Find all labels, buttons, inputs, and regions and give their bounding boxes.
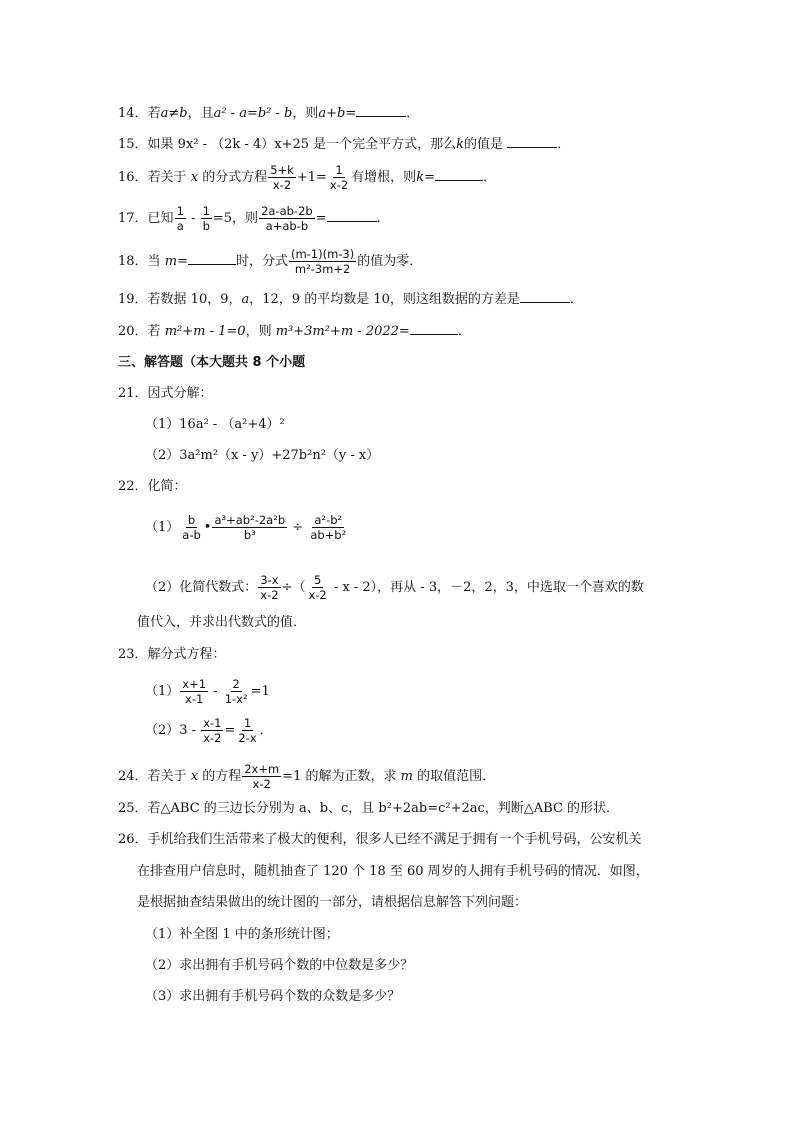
denominator: a-b	[182, 528, 201, 542]
part-label: （1）	[145, 520, 180, 535]
question-19	[118, 290, 583, 309]
numerator: 5	[313, 573, 322, 587]
denominator: m²-3m+2	[294, 262, 351, 276]
text: 若	[147, 324, 161, 339]
fraction	[201, 716, 223, 745]
denominator: x-2	[308, 588, 327, 602]
part-label: （2）3 -	[145, 723, 201, 738]
numerator: 2x+m	[244, 762, 280, 776]
numerator: 1	[202, 204, 210, 218]
text: =	[398, 324, 410, 339]
numerator: (m-1)(m-3)	[290, 247, 355, 261]
numerator: 2	[232, 677, 240, 691]
q21-part-2: （2）3a²m²（x - y）+27b²n²（y - x）	[145, 448, 380, 463]
question-15	[118, 135, 570, 154]
numerator: b	[187, 513, 196, 527]
text: ．	[259, 723, 273, 738]
var: k	[416, 170, 425, 185]
question-20	[118, 322, 471, 341]
question-number: 25．	[118, 801, 148, 816]
q22-part-2-continued: 值代入，并求出代数式的值．	[137, 615, 307, 630]
text: ，12，9 的平均数是 10，则这组数据的方差是	[249, 292, 520, 307]
text: ．	[569, 292, 583, 307]
text: =	[315, 211, 327, 226]
expression: m²+m - 1=0	[164, 324, 246, 339]
numerator: 1	[176, 204, 184, 218]
question-22	[118, 478, 187, 496]
fraction	[212, 513, 287, 542]
fraction	[236, 716, 258, 745]
text: - x - 2），再从 - 3，－2，2，3，中选取一个喜欢的数	[329, 580, 644, 595]
question-number: 22．	[118, 479, 148, 494]
question-number: 24．	[118, 769, 148, 784]
text: •	[203, 520, 212, 535]
var: m	[164, 254, 178, 269]
var: b	[179, 106, 188, 121]
denominator: x-1	[185, 692, 204, 706]
text: =	[224, 723, 236, 738]
fraction	[328, 163, 350, 192]
question-14	[118, 104, 419, 123]
var: x	[190, 769, 199, 784]
question-number: 18．	[118, 254, 148, 269]
denominator: x-2	[252, 777, 271, 791]
numerator: 5+k	[270, 163, 294, 177]
denominator: x-2	[203, 731, 222, 745]
question-number: 21．	[118, 386, 148, 401]
answer-blank[interactable]	[188, 252, 236, 265]
question-title: 解分式方程：	[147, 647, 226, 662]
text: 若△ABC 的三边长分别为 a、b、c，且 b²+2ab=c²+2ac，判断△ABC 的形状．	[147, 801, 620, 816]
question-number: 17．	[118, 211, 148, 226]
denominator: a	[176, 219, 184, 233]
text: 有增根，则	[351, 170, 417, 185]
denominator: b³	[243, 528, 256, 542]
answer-blank[interactable]	[410, 322, 458, 335]
fraction	[180, 513, 203, 542]
var: a	[241, 292, 250, 307]
denominator: x-2	[272, 178, 292, 192]
question-17	[118, 204, 390, 233]
text: ，则	[245, 324, 272, 339]
question-number: 15．	[118, 137, 148, 152]
text: 的取值范围．	[417, 769, 496, 784]
text: ÷（	[281, 580, 306, 595]
denominator: b	[202, 219, 210, 233]
text: ．	[376, 211, 390, 226]
question-number: 19．	[118, 292, 148, 307]
numerator: x+1	[182, 677, 207, 691]
text: 已知	[147, 211, 174, 226]
text: ，且	[187, 106, 214, 121]
answer-blank[interactable]	[520, 290, 570, 303]
text: =	[424, 170, 435, 185]
text: 若关于	[147, 769, 187, 784]
q22-part-2	[145, 573, 644, 602]
fraction	[306, 573, 328, 602]
question-number: 20．	[118, 324, 148, 339]
text: +1=	[296, 170, 327, 185]
text: =1	[250, 684, 270, 699]
text: 手机给我们生活带来了极大的便利，很多人已经不满足于拥有一个手机号码，公安机关	[147, 832, 642, 847]
var: m	[400, 769, 413, 784]
question-number: 26．	[118, 832, 148, 847]
question-18	[118, 247, 422, 276]
fraction	[180, 677, 208, 706]
denominator: x-2	[260, 588, 279, 602]
answer-blank[interactable]	[435, 168, 483, 181]
text: =1 的解为正数，求	[282, 769, 397, 784]
question-title: 化简：	[147, 479, 187, 494]
answer-blank[interactable]	[327, 209, 377, 222]
question-title: 因式分解：	[147, 386, 213, 401]
question-25	[118, 800, 619, 818]
denominator: a+ab-b	[265, 219, 309, 233]
part-label: （2）化简代数式：	[145, 580, 258, 595]
fraction	[242, 762, 281, 791]
q26-sub-2: （2）求出拥有手机号码个数的中位数是多少？	[145, 958, 414, 973]
numerator: a²-b²	[314, 513, 343, 527]
q26-sub-3: （3）求出拥有手机号码个数的众数是多少？	[145, 989, 401, 1004]
question-23	[118, 646, 226, 664]
numerator: a³+ab²-2a²b	[214, 513, 286, 527]
numerator: 3-x	[260, 573, 279, 587]
text: 若关于	[147, 170, 187, 185]
question-24	[118, 762, 495, 791]
text: ．	[557, 137, 571, 152]
var: k	[456, 137, 465, 152]
text: 当	[147, 254, 161, 269]
text: 的方程	[202, 769, 242, 784]
numerator: 1	[335, 163, 343, 177]
text: =	[177, 254, 188, 269]
fraction	[268, 163, 296, 192]
text: -	[209, 684, 222, 699]
q22-part-1	[145, 513, 349, 542]
text: ÷	[292, 520, 304, 535]
text: ．	[406, 106, 420, 121]
fraction	[175, 204, 186, 233]
text: 若	[147, 106, 161, 121]
numerator: 2a-ab-2b	[261, 204, 313, 218]
section-heading: 三、解答题（本大题共 8 个小题	[118, 355, 306, 370]
expression: m³+3m²+m - 2022	[275, 324, 399, 339]
denominator: ab+b²	[310, 528, 347, 542]
text: -	[186, 211, 200, 226]
answer-blank[interactable]	[507, 135, 557, 148]
question-number: 16．	[118, 170, 148, 185]
text: 的分式方程	[202, 170, 268, 185]
text: 的值是	[464, 137, 504, 152]
text: 如果 9x² - （2k - 4）x+25 是一个完全平方式，那么	[147, 137, 457, 152]
question-21	[118, 385, 213, 403]
fraction	[201, 204, 212, 233]
text: =	[345, 106, 357, 121]
var: a	[160, 106, 169, 121]
fraction	[259, 204, 315, 233]
fraction	[289, 247, 356, 276]
text: ，则	[292, 106, 319, 121]
fraction	[308, 513, 348, 542]
question-number: 14．	[118, 106, 148, 121]
fraction	[258, 573, 280, 602]
denominator: 1-x²	[224, 692, 248, 706]
var: x	[190, 170, 199, 185]
text: =5，则	[212, 211, 259, 226]
text: 的值为零．	[357, 254, 423, 269]
denominator: 2-x	[238, 731, 257, 745]
q23-part-2	[145, 716, 273, 745]
numerator: 1	[243, 716, 252, 730]
text: 若数据 10，9，	[147, 292, 242, 307]
q26-line-3: 是根据抽查结果做出的统计图的一部分，请根据信息解答下列问题：	[137, 895, 528, 910]
text: ．	[482, 170, 496, 185]
q21-part-1: （1）16a² - （a²+4）²	[145, 417, 285, 432]
q26-sub-1: （1）补全图 1 中的条形统计图；	[145, 927, 339, 942]
fraction	[223, 677, 250, 706]
question-26	[118, 831, 642, 849]
text: ≠	[168, 106, 180, 121]
denominator: x-2	[329, 178, 349, 192]
expression: a² - a=b² - b	[213, 106, 293, 121]
text: ．	[457, 324, 471, 339]
text: 时，分式	[235, 254, 288, 269]
q23-part-1	[145, 677, 270, 706]
numerator: x-1	[203, 716, 222, 730]
question-16	[118, 163, 496, 192]
question-number: 23．	[118, 647, 148, 662]
answer-blank[interactable]	[356, 104, 406, 117]
expression: a+b	[318, 106, 346, 121]
part-label: （1）	[145, 684, 180, 699]
q26-line-2: 在排查用户信息时，随机抽查了 120 个 18 至 60 周岁的人拥有手机号码的情况．如图，	[137, 864, 649, 879]
